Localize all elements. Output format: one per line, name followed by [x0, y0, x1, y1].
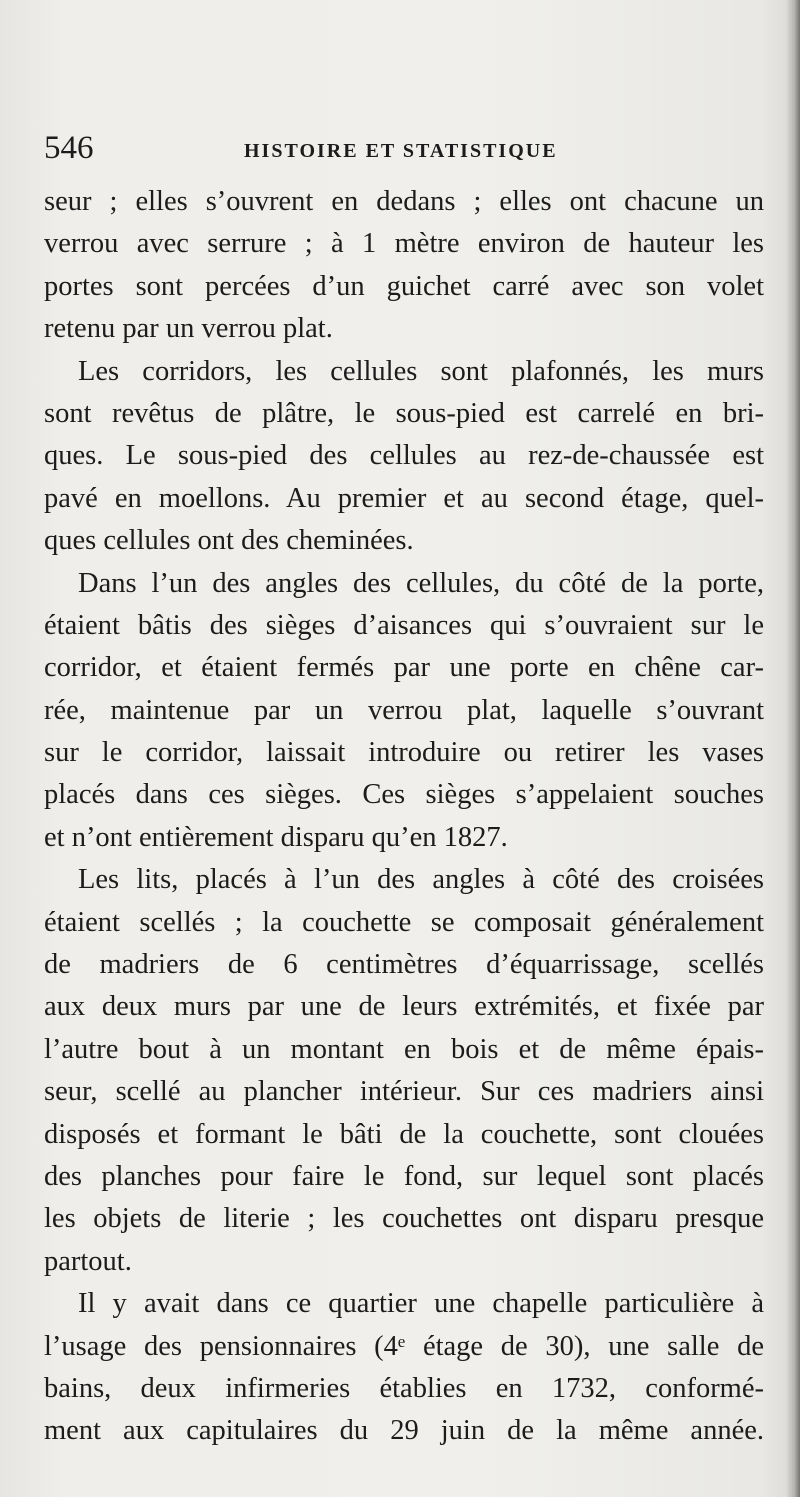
text-line: et n’ont entièrement disparu qu’en 1827. — [44, 821, 508, 853]
page-number: 546 — [44, 130, 94, 166]
text-line: ques. Le sous-pied des cellules au rez-de-chaussée est — [44, 440, 764, 472]
text-line: Les lits, placés à l’un des angles à côté des croisées — [78, 864, 764, 896]
text-line: aux deux murs par une de leurs extrémités, et fixée par — [44, 991, 764, 1023]
text-line: seur ; elles s’ouvrent en dedans ; elles ont chacune un — [44, 186, 764, 217]
running-title: HISTOIRE ET STATISTIQUE — [244, 140, 558, 162]
text-line: Les corridors, les cellules sont plafonnés, les murs — [78, 355, 764, 387]
text-line: seur, scellé au plancher intérieur. Sur ces madriers ainsi — [44, 1076, 764, 1108]
text-line: les objets de literie ; les couchettes ont disparu presque — [44, 1203, 764, 1235]
text-line: ment aux capitulaires du 29 juin de la même année. — [44, 1415, 764, 1447]
text-line: sont revêtus de plâtre, le sous-pied est carrelé en bri- — [44, 397, 764, 429]
text-line: partout. — [44, 1245, 132, 1277]
text-line: retenu par un verrou plat. — [44, 313, 333, 345]
text-line: des planches pour faire le fond, sur lequel sont placés — [44, 1160, 764, 1192]
page-header — [44, 128, 764, 172]
text-line: portes sont percées d’un guichet carré avec son volet — [44, 270, 764, 302]
text-line: verrou avec serrure ; à 1 mètre environ de hauteur les — [44, 228, 764, 260]
text-line: pavé en moellons. Au premier et au second étage, quel- — [44, 482, 764, 514]
body-text — [44, 181, 764, 1453]
text-line: sur le corridor, laissait introduire ou retirer les vases — [44, 737, 764, 769]
text-line: l’usage des pensionnaires (4ᵉ étage de 30), une salle de — [44, 1330, 764, 1362]
text-line: l’autre bout à un montant en bois et de même épais- — [44, 1033, 764, 1065]
text-line: bains, deux infirmeries établies en 1732, conformé- — [44, 1372, 764, 1404]
text-line: de madriers de 6 centimètres d’équarrissage, scellés — [44, 949, 764, 981]
text-line: Il y avait dans ce quartier une chapelle particulière à — [78, 1288, 764, 1320]
page-edge-shadow — [786, 0, 800, 1497]
text-line: corridor, et étaient fermés par une porte en chêne car- — [44, 652, 764, 684]
text-line: Dans l’un des angles des cellules, du côté de la porte, — [78, 567, 764, 599]
text-line: étaient bâtis des sièges d’aisances qui s’ouvraient sur le — [44, 609, 764, 641]
text-line: disposés et formant le bâti de la couchette, sont clouées — [44, 1118, 764, 1150]
text-line: ques cellules ont des cheminées. — [44, 525, 414, 557]
text-line: rée, maintenue par un verrou plat, laquelle s’ouvrant — [44, 694, 764, 726]
text-line: placés dans ces sièges. Ces sièges s’appelaient souches — [44, 779, 764, 811]
text-line: étaient scellés ; la couchette se composait généralement — [44, 906, 764, 938]
